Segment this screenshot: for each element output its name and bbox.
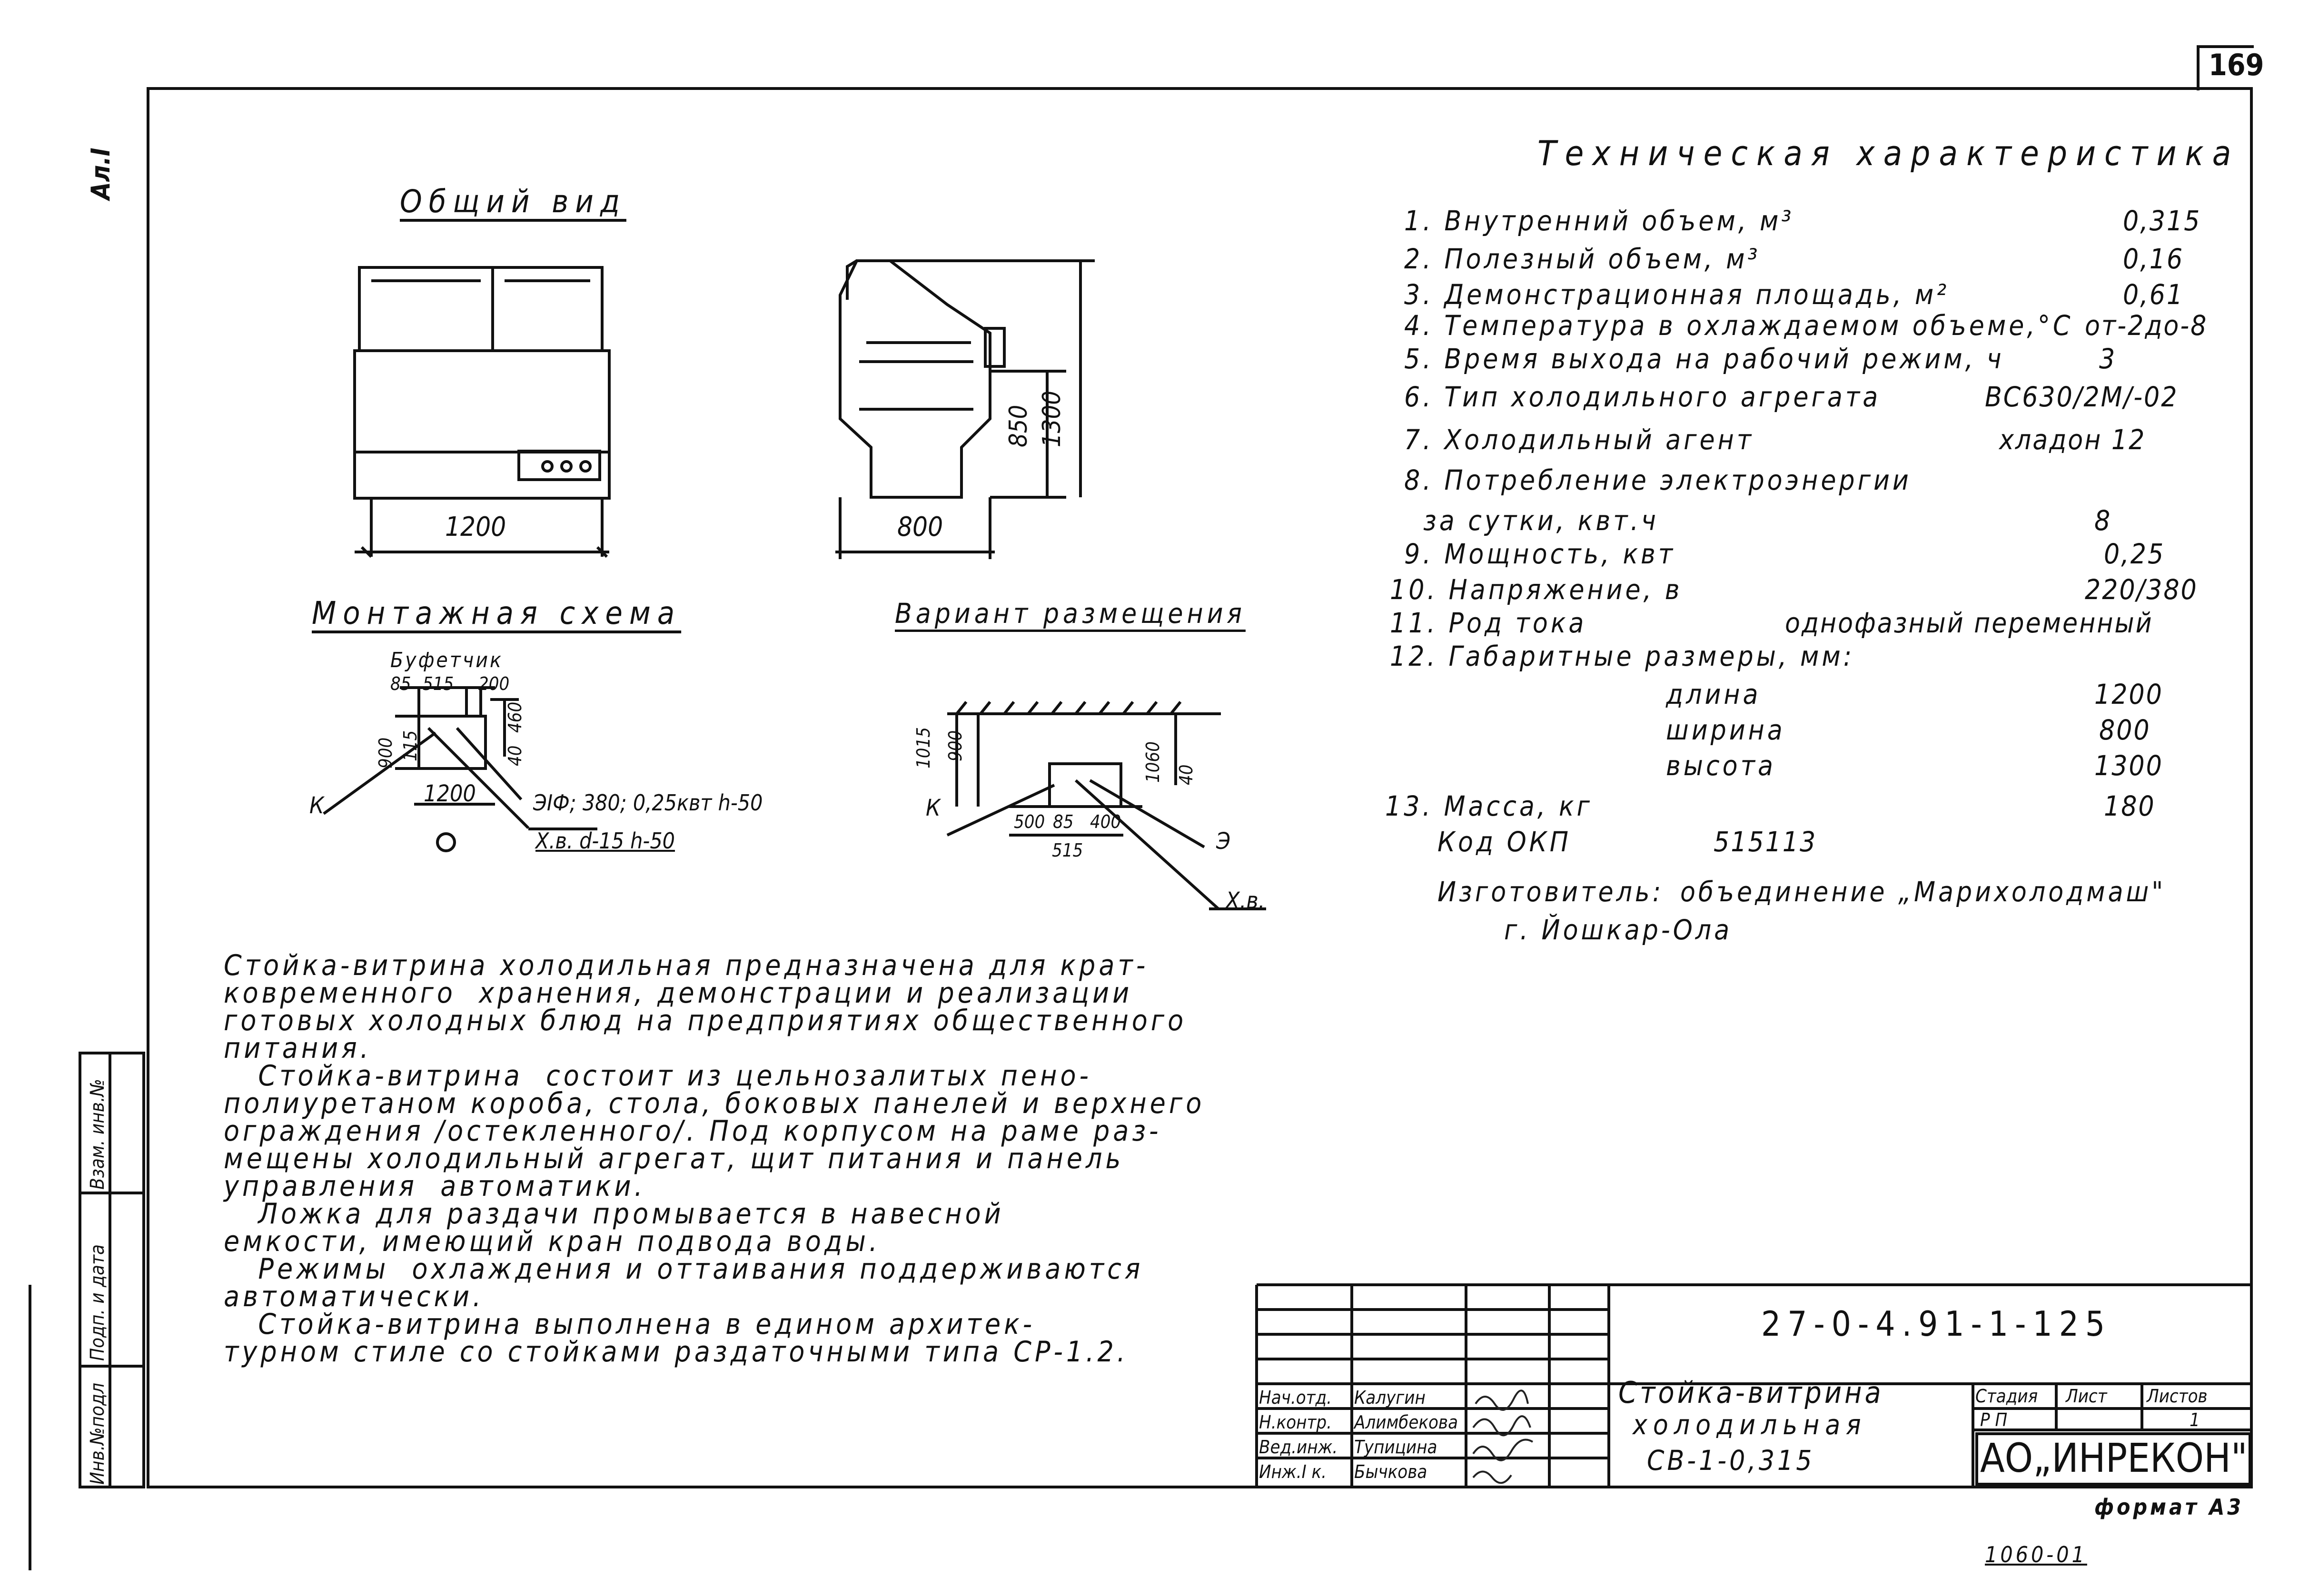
name-1: Калугин: [1354, 1387, 1426, 1408]
okp-label: Код ОКП: [1437, 826, 1571, 858]
bottom-note: 1060-01: [1985, 1542, 2087, 1567]
mount-power-note: ЭIФ; 380; 0,25квт h-50: [533, 790, 763, 816]
tech-row-5-label: 5. Время выхода на рабочий режим, ч: [1404, 343, 2004, 375]
tech-row-8b-label: за сутки, квт.ч: [1423, 504, 1659, 537]
tech-row-13-label: 13. Масса, кг: [1385, 790, 1593, 822]
stage-label: Стадия: [1975, 1386, 2038, 1407]
format-label: формат А3: [2094, 1494, 2244, 1520]
description-line: Стойка-витрина состоит из цельнозалитых пено-: [224, 1059, 1092, 1093]
tech-row-1-label: 1. Внутренний объем, м³: [1404, 205, 1794, 237]
mount-dim-200: 200: [478, 673, 510, 694]
sheet-label: Лист: [2066, 1386, 2107, 1407]
tech-row-12c-value: 1300: [2094, 749, 2163, 782]
tech-row-3-value: 0,61: [2123, 278, 2184, 311]
description-line: готовых холодных блюд на предприятиях общественного: [224, 1004, 1187, 1037]
mount-dim-460: 460: [505, 701, 525, 733]
tech-row-11-label: 11. Род тока: [1390, 607, 1587, 639]
maker-city: г. Йошкар-Ола: [1504, 914, 1733, 946]
description-line: турном стиле со стойками раздаточными типа СР-1.2.: [224, 1335, 1129, 1369]
stamp-label-inv: Инв.№подл: [87, 1383, 109, 1485]
doc-code: 27-0-4.91-1-125: [1761, 1304, 2112, 1344]
tech-row-6-label: 6. Тип холодильного агрегата: [1404, 381, 1881, 413]
tech-row-12b-value: 800: [2099, 714, 2151, 746]
height-850-dim: 850: [1004, 404, 1033, 447]
tech-row-4-value: от-2до-8: [2085, 309, 2208, 342]
tech-row-4-label: 4. Температура в охлаждаемом объеме,°С: [1404, 309, 2073, 342]
tech-row-5-value: 3: [2099, 343, 2117, 375]
name-3: Тупицина: [1354, 1437, 1437, 1458]
tech-title: Техническая характеристика: [1537, 133, 2240, 173]
mount-dim-115: 115: [400, 730, 421, 761]
name-4: Бычкова: [1354, 1461, 1427, 1482]
description-line: автоматически.: [224, 1280, 485, 1313]
variant-k-label: К: [926, 795, 941, 821]
description-line: Стойка-витрина холодильная предназначена для крат-: [224, 949, 1149, 982]
general-view-title: Общий вид: [400, 183, 626, 220]
variant-dim-85: 85: [1053, 811, 1074, 832]
mount-dim-40: 40: [505, 745, 525, 766]
description-line: питания.: [224, 1032, 372, 1065]
product-name-3: СВ-1-0,315: [1647, 1444, 1815, 1477]
tech-row-13-value: 180: [2104, 790, 2156, 822]
tech-row-7-value: хладон 12: [1999, 424, 2146, 456]
variant-e-label: Э: [1216, 828, 1231, 855]
product-name-2: холодильная: [1633, 1409, 1867, 1441]
variant-dim-515: 515: [1052, 840, 1083, 861]
role-3: Вед.инж.: [1259, 1437, 1338, 1458]
buffet-label: Буфетчик: [390, 648, 503, 672]
tech-row-12b-label: ширина: [1666, 714, 1785, 746]
description-line: емкости, имеющий кран подвода воды.: [224, 1225, 881, 1258]
description-line: ковременного хранения, демонстрации и реализации: [224, 976, 1133, 1010]
variant-dim-1060: 1060: [1142, 741, 1163, 783]
tech-row-9-label: 9. Мощность, квт: [1404, 538, 1676, 570]
side-width-dim: 800: [897, 512, 943, 542]
tech-row-3-label: 3. Демонстрационная площадь, м²: [1404, 278, 1950, 311]
variant-dim-1015: 1015: [913, 727, 934, 768]
variant-xv-label: Х.в.: [1226, 887, 1265, 914]
tech-row-12-label: 12. Габаритные размеры, мм:: [1390, 640, 1855, 672]
mount-k-label: К: [309, 792, 324, 819]
tech-row-12a-value: 1200: [2094, 678, 2163, 710]
variant-dim-500: 500: [1014, 811, 1045, 832]
tech-row-10-value: 220/380: [2085, 573, 2198, 606]
maker-label: Изготовитель:: [1437, 876, 1664, 908]
tech-row-2-label: 2. Полезный объем, м³: [1404, 243, 1761, 275]
mount-scheme-title: Монтажная схема: [312, 595, 682, 631]
org-name: АО„ИНРЕКОН": [1980, 1435, 2248, 1481]
mount-water-note: Х.в. d-15 h-50: [535, 828, 675, 854]
variant-dim-400: 400: [1090, 811, 1121, 832]
stamp-label-vzam: Взам. инв.№: [87, 1079, 109, 1190]
side-code: Ал.I: [86, 148, 116, 200]
okp-value: 515113: [1714, 826, 1817, 858]
sheets-label: Листов: [2147, 1386, 2208, 1407]
mount-dim-85: 85: [390, 673, 411, 694]
description-line: полиуретаном короба, стола, боковых панелей и верхнего: [224, 1087, 1205, 1120]
tech-row-6-value: ВС630/2М/-02: [1985, 381, 2179, 413]
description-line: мещены холодильный агрегат, щит питания и панель: [224, 1142, 1124, 1175]
stage-value: Р П: [1980, 1409, 2008, 1430]
maker-value: объединение „Марихолодмаш": [1680, 876, 2166, 908]
variant-dim-900: 900: [945, 730, 966, 761]
page-number: 169: [2209, 48, 2264, 82]
tech-row-1-value: 0,315: [2123, 205, 2201, 237]
description-line: управления автоматики.: [224, 1170, 646, 1203]
product-name-1: Стойка-витрина: [1618, 1375, 1884, 1410]
tech-row-12c-label: высота: [1666, 749, 1776, 782]
description-block: [224, 949, 1205, 1369]
variant-scheme-title: Вариант размещения: [895, 597, 1246, 630]
description-line: Ложка для раздачи промывается в навесной: [224, 1197, 1004, 1231]
mount-dim-515: 515: [423, 673, 454, 694]
description-line: Режимы охлаждения и оттаивания поддерживаются: [224, 1252, 1144, 1286]
name-2: Алимбекова: [1354, 1412, 1458, 1433]
tech-row-9-value: 0,25: [2104, 538, 2165, 570]
front-width-dim: 1200: [445, 512, 506, 542]
sheets-value: 1: [2190, 1409, 2200, 1430]
mount-dim-900: 900: [375, 737, 396, 768]
role-4: Инж.I к.: [1259, 1461, 1327, 1482]
tech-row-2-value: 0,16: [2123, 243, 2184, 275]
tech-row-10-label: 10. Напряжение, в: [1390, 573, 1683, 606]
tech-row-12a-label: длина: [1666, 678, 1761, 710]
tech-row-8-label: 8. Потребление электроэнергии: [1404, 464, 1912, 496]
description-line: ограждения /остекленного/. Под корпусом на раме раз-: [224, 1114, 1162, 1148]
height-1300-dim: 1300: [1038, 390, 1066, 447]
stamp-label-podp: Подп. и дата: [87, 1244, 109, 1361]
tech-row-7-label: 7. Холодильный агент: [1404, 424, 1754, 456]
role-2: Н.контр.: [1259, 1412, 1332, 1433]
tech-row-11-value: однофазный переменный: [1785, 607, 2153, 639]
description-line: Стойка-витрина выполнена в едином архитек-: [224, 1308, 1036, 1341]
mount-dim-1200: 1200: [424, 780, 476, 807]
role-1: Нач.отд.: [1259, 1387, 1332, 1408]
tech-row-8b-value: 8: [2094, 504, 2112, 537]
variant-dim-40: 40: [1176, 764, 1197, 785]
